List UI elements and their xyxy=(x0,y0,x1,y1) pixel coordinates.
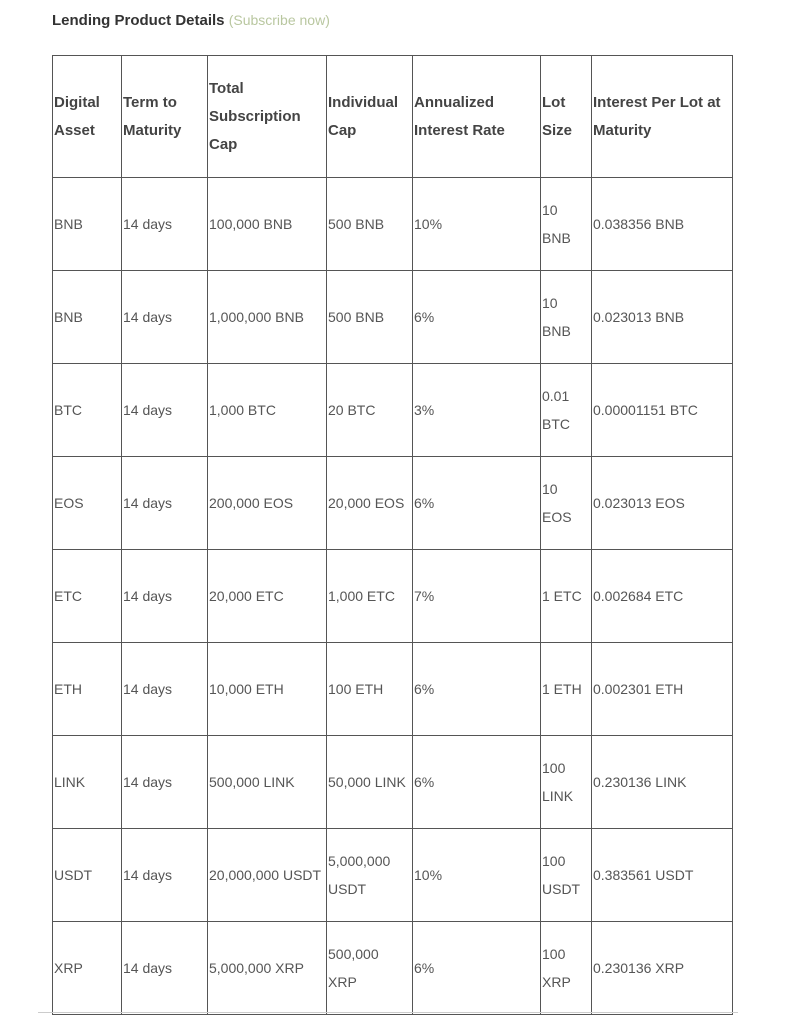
cell-individual-cap: 100 ETH xyxy=(327,643,413,736)
cell-individual-cap: 20,000 EOS xyxy=(327,457,413,550)
cell-individual-cap: 50,000 LINK xyxy=(327,736,413,829)
cell-term-to-maturity: 14 days xyxy=(122,643,208,736)
cell-lot-size: 100 USDT xyxy=(541,829,592,922)
cell-lot-size: 100 XRP xyxy=(541,922,592,1015)
subscribe-note: (Subscribe now) xyxy=(228,12,330,28)
cell-interest-per-lot: 0.002301 ETH xyxy=(592,643,733,736)
cell-total-subscription-cap: 20,000 ETC xyxy=(208,550,327,643)
cell-total-subscription-cap: 500,000 LINK xyxy=(208,736,327,829)
cell-term-to-maturity: 14 days xyxy=(122,364,208,457)
table-row xyxy=(53,922,733,1015)
cell-digital-asset: ETH xyxy=(53,643,122,736)
cell-total-subscription-cap: 5,000,000 XRP xyxy=(208,922,327,1015)
cell-interest-per-lot: 0.230136 LINK xyxy=(592,736,733,829)
cell-lot-size: 100 LINK xyxy=(541,736,592,829)
cell-digital-asset: BNB xyxy=(53,271,122,364)
section-title: Lending Product Details xyxy=(52,12,225,29)
cell-annualized-interest-rate: 7% xyxy=(413,550,541,643)
cell-interest-per-lot: 0.00001151 BTC xyxy=(592,364,733,457)
table-row xyxy=(53,178,733,271)
cell-term-to-maturity: 14 days xyxy=(122,829,208,922)
cell-interest-per-lot: 0.023013 BNB xyxy=(592,271,733,364)
cell-annualized-interest-rate: 6% xyxy=(413,271,541,364)
subscribe-now-link[interactable]: Subscribe now xyxy=(233,12,326,28)
cell-term-to-maturity: 14 days xyxy=(122,736,208,829)
table-row xyxy=(53,364,733,457)
cell-lot-size: 10 BNB xyxy=(541,271,592,364)
section-heading xyxy=(52,12,330,29)
column-header-lot-size: Lot Size xyxy=(541,56,592,178)
lending-products-table xyxy=(52,55,733,1015)
cell-total-subscription-cap: 20,000,000 USDT xyxy=(208,829,327,922)
cell-interest-per-lot: 0.002684 ETC xyxy=(592,550,733,643)
divider xyxy=(38,1012,738,1013)
cell-individual-cap: 500 BNB xyxy=(327,178,413,271)
cell-total-subscription-cap: 100,000 BNB xyxy=(208,178,327,271)
table-row xyxy=(53,457,733,550)
table-row xyxy=(53,643,733,736)
table-row xyxy=(53,736,733,829)
cell-term-to-maturity: 14 days xyxy=(122,922,208,1015)
column-header-term-to-maturity: Term to Maturity xyxy=(122,56,208,178)
cell-lot-size: 10 BNB xyxy=(541,178,592,271)
cell-total-subscription-cap: 10,000 ETH xyxy=(208,643,327,736)
column-header-interest-per-lot: Interest Per Lot at Maturity xyxy=(592,56,733,178)
column-header-digital-asset: Digital Asset xyxy=(53,56,122,178)
cell-lot-size: 10 EOS xyxy=(541,457,592,550)
cell-digital-asset: EOS xyxy=(53,457,122,550)
cell-lot-size: 1 ETH xyxy=(541,643,592,736)
cell-individual-cap: 500 BNB xyxy=(327,271,413,364)
cell-total-subscription-cap: 200,000 EOS xyxy=(208,457,327,550)
cell-annualized-interest-rate: 6% xyxy=(413,457,541,550)
cell-interest-per-lot: 0.038356 BNB xyxy=(592,178,733,271)
cell-lot-size: 0.01 BTC xyxy=(541,364,592,457)
cell-individual-cap: 5,000,000 USDT xyxy=(327,829,413,922)
cell-individual-cap: 20 BTC xyxy=(327,364,413,457)
cell-interest-per-lot: 0.023013 EOS xyxy=(592,457,733,550)
cell-annualized-interest-rate: 3% xyxy=(413,364,541,457)
table-header-row xyxy=(53,56,733,178)
table-row xyxy=(53,271,733,364)
cell-annualized-interest-rate: 6% xyxy=(413,643,541,736)
cell-digital-asset: USDT xyxy=(53,829,122,922)
cell-lot-size: 1 ETC xyxy=(541,550,592,643)
cell-total-subscription-cap: 1,000 BTC xyxy=(208,364,327,457)
column-header-individual-cap: Individual Cap xyxy=(327,56,413,178)
cell-interest-per-lot: 0.230136 XRP xyxy=(592,922,733,1015)
cell-annualized-interest-rate: 6% xyxy=(413,922,541,1015)
cell-term-to-maturity: 14 days xyxy=(122,550,208,643)
column-header-annualized-interest-rate: Annualized Interest Rate xyxy=(413,56,541,178)
cell-digital-asset: BNB xyxy=(53,178,122,271)
cell-annualized-interest-rate: 10% xyxy=(413,178,541,271)
column-header-total-subscription-cap: Total Subscription Cap xyxy=(208,56,327,178)
cell-interest-per-lot: 0.383561 USDT xyxy=(592,829,733,922)
cell-term-to-maturity: 14 days xyxy=(122,457,208,550)
cell-digital-asset: ETC xyxy=(53,550,122,643)
cell-individual-cap: 500,000 XRP xyxy=(327,922,413,1015)
cell-digital-asset: BTC xyxy=(53,364,122,457)
cell-digital-asset: XRP xyxy=(53,922,122,1015)
cell-term-to-maturity: 14 days xyxy=(122,271,208,364)
cell-annualized-interest-rate: 10% xyxy=(413,829,541,922)
cell-total-subscription-cap: 1,000,000 BNB xyxy=(208,271,327,364)
cell-individual-cap: 1,000 ETC xyxy=(327,550,413,643)
table-row xyxy=(53,829,733,922)
cell-annualized-interest-rate: 6% xyxy=(413,736,541,829)
table-row xyxy=(53,550,733,643)
cell-term-to-maturity: 14 days xyxy=(122,178,208,271)
cell-digital-asset: LINK xyxy=(53,736,122,829)
